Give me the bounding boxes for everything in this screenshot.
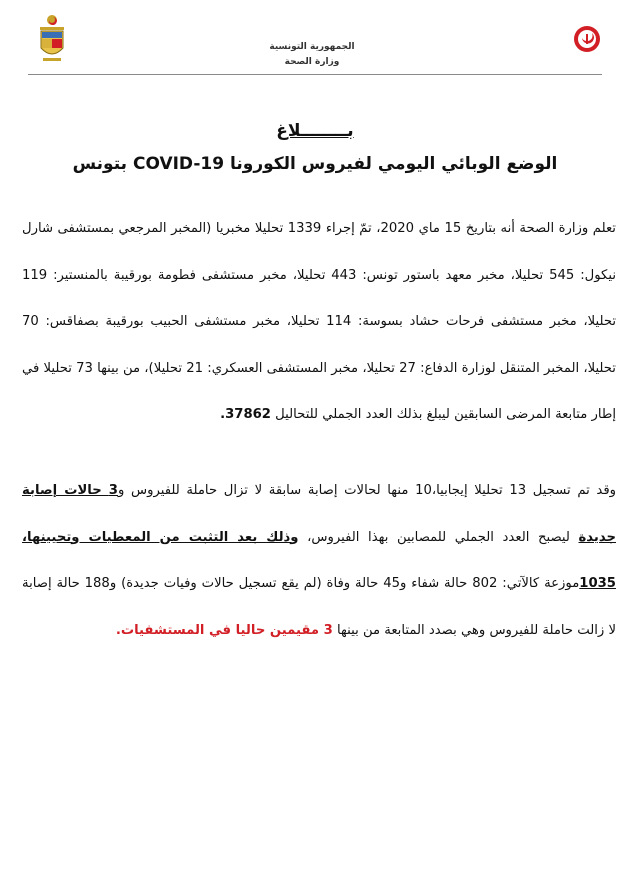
communique-subject: الوضع الوبائي اليومي لفيروس الكورونا COVID-19 بتونس — [72, 154, 558, 174]
cases-paragraph — [22, 468, 616, 654]
cases-text-2: ليصبح العدد الجملي للمصابين بهذا الفيروس، — [298, 529, 579, 545]
communique-title — [40, 120, 590, 176]
cases-text-3: موزعة كالآتي: 802 حالة شفاء و45 حالة وفاة (لم يقع تسجيل حالات وفيات جديدة) و188 حالة إصابة لا زالت حاملة للفيروس وهي بصدد المتابعة من بينها — [22, 576, 616, 638]
total-cases-highlight: وذلك بعد التثبت من المعطيات وتحيينها، 1035 — [22, 529, 616, 591]
republic-name: الجمهورية التونسية — [269, 42, 355, 52]
cases-text-1: وقد تم تسجيل 13 تحليلا إيجابيا،10 منها لحالات إصابة سابقة لا تزال حاملة للفيروس و — [117, 483, 617, 498]
hospitalized-highlight: 3 مقيمين حاليا في المستشفيات. — [115, 622, 333, 638]
tests-text: تعلم وزارة الصحة أنه بتاريخ 15 ماي 2020، تمّ إجراء 1339 تحليلا مخبريا (المخبر المرجعي بمستشفى شارل نيكول: 545 تحليلا، مخبر معهد باستور تونس: 443 تحليلا، مخبر مستشفى فطومة بورقيبة بالمنستير: 119 تحليلا، مخبر مستشفى فرحات حشاد بسوسة: 114 تحليلا، مخبر مستشفى الحبيب بورقيبة بصفاقس: 70 تحليلا، المخبر المتنقل لوزارة الدفاع: 27 تحليلا، مخبر المستشفى العسكري: 21 تحليلا)، من بينها 73 تحليلا في إطار متابعة المرضى السابقين ليبلغ بذلك العدد الجملي للتحاليل — [22, 221, 616, 422]
red-crescent-icon — [573, 24, 601, 54]
letterhead — [0, 0, 630, 80]
header-divider — [28, 74, 602, 75]
new-cases-highlight: 3 حالات إصابة جديدة — [22, 483, 616, 545]
tests-paragraph — [22, 206, 616, 439]
tunisia-coat-of-arms-icon — [37, 14, 67, 64]
ministry-heading — [252, 40, 372, 70]
communique-label: بــــــــلاغ — [276, 121, 354, 141]
total-tests-value: 37862. — [220, 407, 271, 422]
ministry-name: وزارة الصحة — [284, 57, 340, 67]
